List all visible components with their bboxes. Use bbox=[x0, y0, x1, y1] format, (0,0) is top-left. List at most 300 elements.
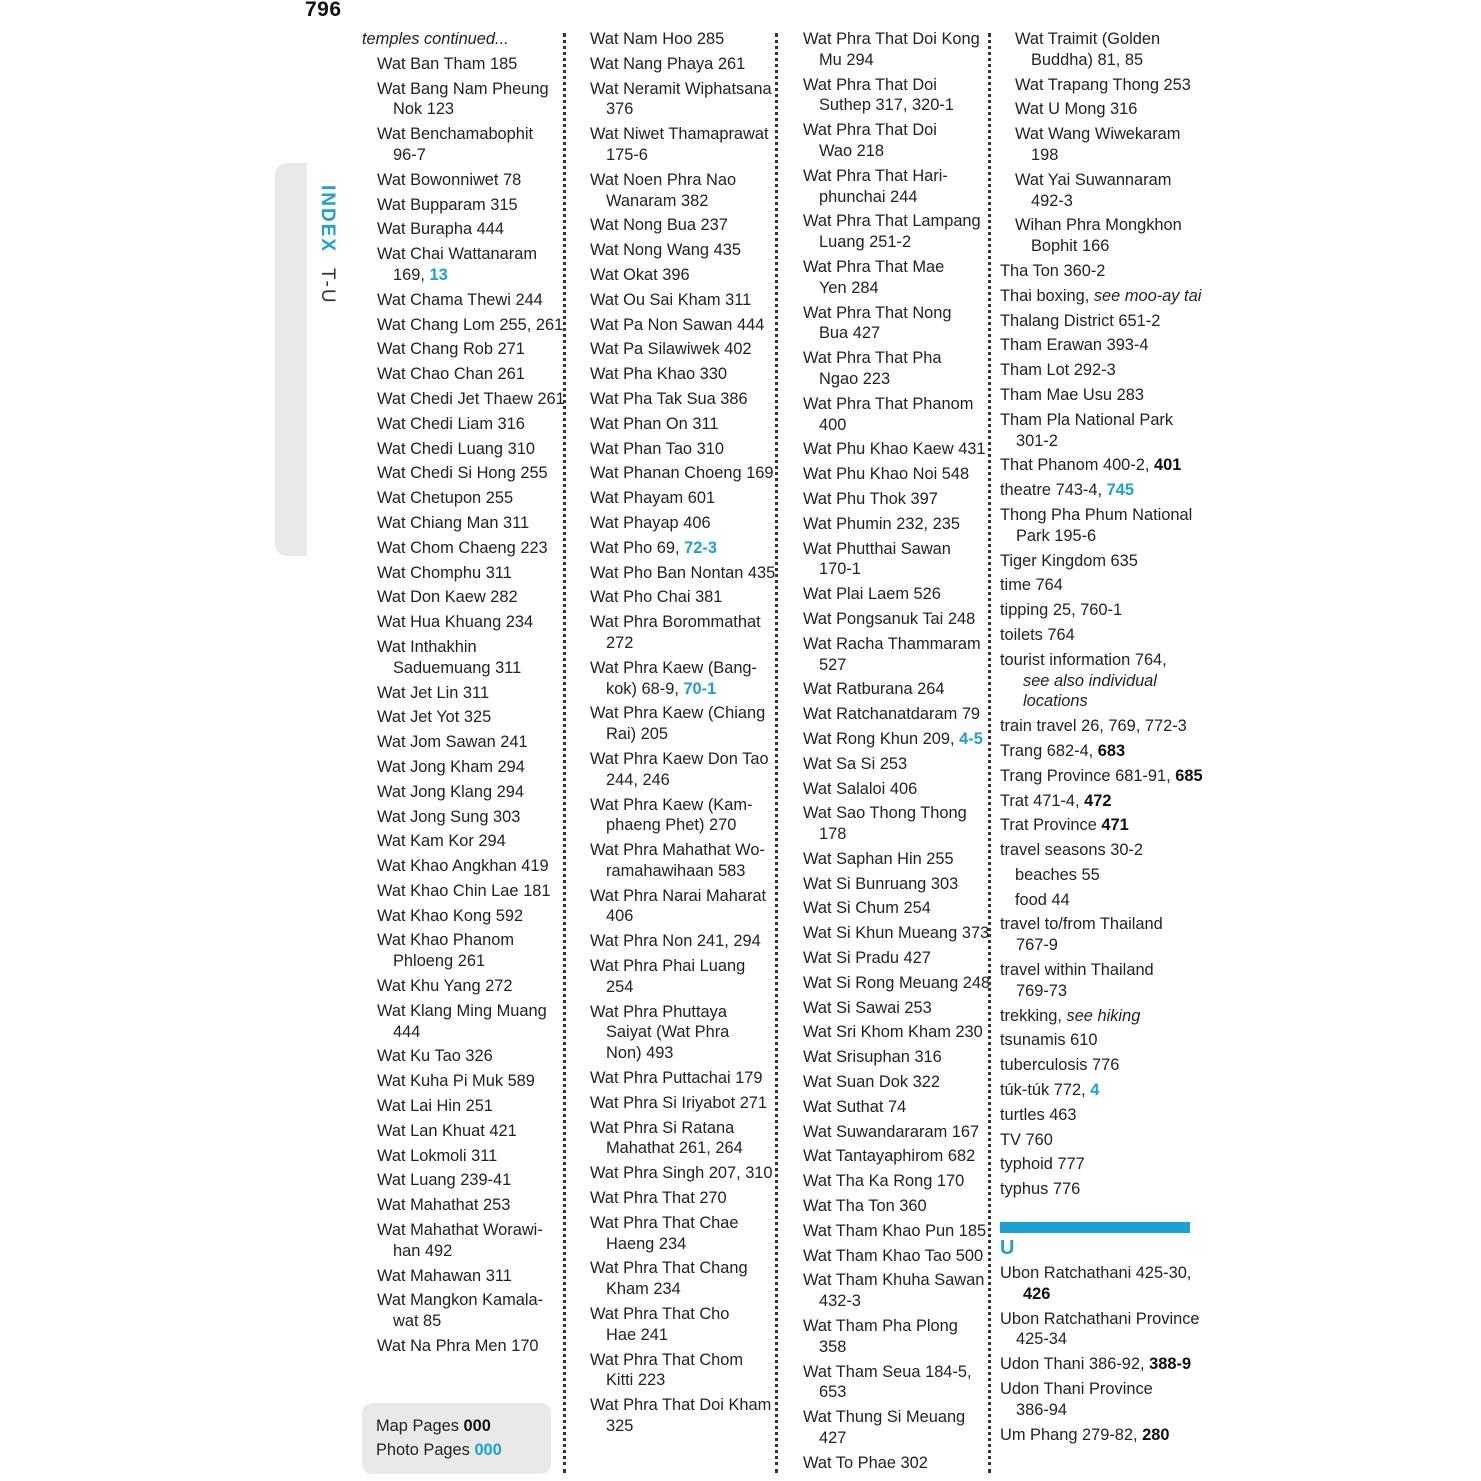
entry-line-continued bbox=[1000, 671, 1190, 692]
entry-text: Thalang District 651-2 bbox=[1000, 311, 1161, 330]
entry-text: Wat Phayap 406 bbox=[590, 513, 711, 532]
entry-text: Tham Mae Usu 283 bbox=[1000, 385, 1144, 404]
entry-line bbox=[1015, 124, 1190, 145]
entry-text-continued: 198 bbox=[1031, 145, 1059, 164]
index-entry bbox=[803, 1097, 983, 1118]
entry-line bbox=[377, 563, 552, 584]
entry-text-continued: ramahawihaan 583 bbox=[606, 861, 746, 880]
entry-line bbox=[590, 463, 774, 484]
entry-line bbox=[377, 538, 552, 559]
entry-text: Wat Phu Thok 397 bbox=[803, 489, 938, 508]
photo-page-ref: 280 bbox=[1142, 1425, 1170, 1444]
index-entry bbox=[1000, 311, 1190, 332]
entry-text: Wat Saphan Hin 255 bbox=[803, 849, 954, 868]
index-entry bbox=[362, 930, 552, 972]
entry-text: Wat Na Phra Men 170 bbox=[377, 1337, 539, 1356]
index-range: T-U bbox=[317, 268, 338, 305]
entry-line-continued bbox=[803, 50, 983, 71]
entry-text: Trang 682-4, bbox=[1000, 741, 1098, 760]
entry-line bbox=[803, 1246, 983, 1267]
entry-line bbox=[803, 779, 983, 800]
index-entry bbox=[590, 290, 770, 311]
entry-text: Wat Bupparam 315 bbox=[377, 195, 518, 214]
entry-line bbox=[377, 1146, 552, 1167]
index-side-tab-label bbox=[316, 185, 338, 305]
entry-line-continued bbox=[1000, 1284, 1190, 1305]
entry-text: Udon Thani 386-92, bbox=[1000, 1355, 1150, 1374]
entry-line bbox=[803, 948, 983, 969]
index-entry bbox=[362, 563, 552, 584]
entry-line bbox=[803, 1072, 983, 1093]
index-entry bbox=[803, 1047, 983, 1068]
entry-text: Wat Trapang Thong 253 bbox=[1015, 75, 1191, 94]
index-entry bbox=[1000, 410, 1190, 452]
entry-text: Udon Thani Province bbox=[1000, 1380, 1153, 1399]
index-entry bbox=[1000, 505, 1193, 547]
entry-text: Wat Phu Khao Kaew 431 bbox=[803, 440, 986, 459]
index-entry bbox=[1000, 960, 1190, 1002]
index-entry bbox=[590, 315, 770, 336]
entry-text: Wat Phra Si Ratana bbox=[590, 1118, 735, 1137]
entry-text: TV 760 bbox=[1000, 1130, 1053, 1149]
index-entry bbox=[362, 244, 552, 286]
entry-text: Wat Lai Hin 251 bbox=[377, 1097, 494, 1116]
index-entry bbox=[803, 1407, 983, 1449]
entry-line-continued bbox=[377, 1022, 552, 1043]
entry-line bbox=[1000, 335, 1190, 356]
entry-line bbox=[1000, 360, 1190, 381]
entry-line-continued bbox=[1015, 236, 1190, 257]
map-page-ref: 4 bbox=[1090, 1081, 1100, 1100]
entry-text: Wat Phra That Chang bbox=[590, 1259, 748, 1278]
entry-line bbox=[803, 394, 983, 415]
entry-line bbox=[377, 513, 552, 534]
index-entry bbox=[1000, 385, 1190, 406]
entry-text: trekking, bbox=[1000, 1006, 1067, 1025]
legend-map-pages bbox=[362, 1414, 551, 1438]
entry-line bbox=[803, 1316, 983, 1337]
entry-text-continued: 767-9 bbox=[1016, 936, 1058, 955]
entry-line bbox=[1000, 1309, 1200, 1330]
entry-text: Wat Si Chum 254 bbox=[803, 899, 931, 918]
entry-text: Wat Tham Seua 184-5, bbox=[803, 1362, 972, 1381]
index-entry bbox=[803, 29, 983, 71]
entry-line bbox=[377, 244, 552, 265]
index-entry bbox=[803, 539, 983, 581]
entry-text: tourist information 764, bbox=[1000, 650, 1167, 669]
index-entry bbox=[1000, 1379, 1190, 1421]
index-entry bbox=[362, 290, 552, 311]
index-entry bbox=[803, 348, 983, 390]
index-entry bbox=[590, 1304, 770, 1346]
entry-line bbox=[1000, 575, 1190, 596]
entry-line bbox=[377, 1336, 552, 1357]
entry-text: Wat Jong Klang 294 bbox=[377, 782, 525, 801]
entry-line bbox=[590, 703, 770, 724]
legend-photo-value: 000 bbox=[474, 1441, 502, 1459]
entry-text-continued: 527 bbox=[819, 655, 847, 674]
entry-line bbox=[590, 538, 770, 559]
index-entry bbox=[803, 439, 986, 460]
entry-text: Wat Pho Ban Nontan 435 bbox=[590, 563, 776, 582]
index-entry bbox=[1000, 335, 1190, 356]
entry-text: Wat Chao Chan 261 bbox=[377, 365, 525, 384]
entry-line bbox=[377, 1170, 552, 1191]
entry-text: Wat Phra That Chae bbox=[590, 1213, 739, 1232]
index-column-2 bbox=[590, 29, 776, 1441]
entry-text-continued: 492-3 bbox=[1031, 191, 1073, 210]
entry-text: Wat Chom Chaeng 223 bbox=[377, 538, 548, 557]
entry-line bbox=[1015, 865, 1190, 886]
entry-text: Wat Phra That Doi Kham bbox=[590, 1396, 772, 1415]
entry-text: Wat Benchamabophit bbox=[377, 125, 534, 144]
entry-line-continued bbox=[590, 191, 770, 212]
entry-text: Wat Bang Nam Pheung bbox=[377, 79, 549, 98]
entry-text: Wat Chedi Liam 316 bbox=[377, 414, 525, 433]
entry-line bbox=[590, 563, 776, 584]
index-entry bbox=[362, 732, 552, 753]
entry-line-continued bbox=[377, 1241, 552, 1262]
entry-line bbox=[803, 1362, 983, 1383]
entry-line-continued bbox=[803, 323, 983, 344]
legend-map-label: Map Pages bbox=[376, 1417, 459, 1435]
entry-line bbox=[803, 1270, 983, 1291]
entry-line bbox=[590, 840, 770, 861]
entry-text: That Phanom 400-2, bbox=[1000, 456, 1154, 475]
entry-line bbox=[590, 931, 770, 952]
entry-text: time 764 bbox=[1000, 576, 1063, 595]
entry-text-continued: Kitti 223 bbox=[606, 1371, 666, 1390]
entry-line bbox=[1015, 215, 1190, 236]
index-entry bbox=[1000, 261, 1190, 282]
index-column-3 bbox=[803, 29, 991, 1478]
entry-text: Wat Chama Thewi 244 bbox=[377, 290, 543, 309]
index-entry bbox=[362, 124, 552, 166]
index-entry bbox=[803, 948, 983, 969]
index-column-1 bbox=[362, 29, 565, 1361]
index-entry bbox=[1000, 1030, 1190, 1051]
entry-text-continued: Rai) 205 bbox=[606, 725, 668, 744]
entry-text: toilets 764 bbox=[1000, 625, 1075, 644]
entry-line-continued bbox=[803, 1291, 983, 1312]
entry-text: Wat Pho 69, bbox=[590, 538, 685, 557]
entry-text: Tham Pla National Park bbox=[1000, 410, 1174, 429]
entry-line bbox=[377, 881, 552, 902]
entry-line bbox=[1000, 455, 1190, 476]
column-divider bbox=[775, 33, 778, 1473]
entry-line bbox=[377, 757, 552, 778]
index-entry bbox=[590, 931, 770, 952]
index-entry bbox=[1000, 124, 1190, 166]
entry-text: Wat Neramit Wiphatsana bbox=[590, 79, 772, 98]
index-entry bbox=[362, 587, 552, 608]
entry-line bbox=[803, 803, 983, 824]
index-entry bbox=[1000, 286, 1202, 307]
entry-text: Wat Traimit (Golden bbox=[1015, 30, 1161, 48]
entry-text-continued: 272 bbox=[606, 633, 634, 652]
entry-line bbox=[1000, 385, 1190, 406]
entry-text: Wat Nang Phaya 261 bbox=[590, 54, 746, 73]
index-entry bbox=[590, 240, 770, 261]
map-page-ref: 70-1 bbox=[683, 679, 717, 698]
entry-line bbox=[377, 1046, 552, 1067]
entry-line bbox=[377, 831, 552, 852]
entry-text: Wat Chedi Luang 310 bbox=[377, 439, 535, 458]
index-entry bbox=[590, 339, 770, 360]
entry-text-continued: 169, bbox=[393, 265, 430, 284]
entry-text-continued: 386-94 bbox=[1016, 1400, 1068, 1419]
index-entry bbox=[1000, 29, 1190, 71]
entry-text: Wat Tantayaphirom 682 bbox=[803, 1147, 976, 1166]
entry-text-continued: Wanaram 382 bbox=[606, 191, 709, 210]
entry-text: Wat Srisuphan 316 bbox=[803, 1048, 942, 1067]
map-page-ref: 4-5 bbox=[959, 729, 983, 748]
entry-line bbox=[803, 634, 983, 655]
entry-line-continued bbox=[803, 95, 983, 116]
index-entry bbox=[803, 1453, 983, 1474]
entry-text: Wat Khao Angkhan 419 bbox=[377, 857, 549, 876]
entry-text: Wat Phra That Doi bbox=[803, 121, 937, 140]
index-entry bbox=[590, 1188, 770, 1209]
index-entry bbox=[803, 1221, 987, 1242]
entry-line bbox=[590, 749, 770, 770]
entry-line-continued bbox=[590, 1043, 770, 1064]
index-entry bbox=[362, 976, 552, 997]
entry-text: Wat Chang Lom 255, 261 bbox=[377, 315, 564, 334]
entry-line bbox=[803, 1407, 983, 1428]
index-entry bbox=[590, 587, 770, 608]
entry-line bbox=[803, 849, 983, 870]
index-entry bbox=[362, 1220, 552, 1262]
entry-text: Wat Phra Non 241, 294 bbox=[590, 932, 761, 951]
entry-line-continued bbox=[377, 265, 552, 286]
entry-line bbox=[377, 54, 552, 75]
entry-text: Wat Jong Kham 294 bbox=[377, 757, 525, 776]
index-entry bbox=[803, 514, 983, 535]
entry-text: Wat Si Rong Meuang 248 bbox=[803, 973, 991, 992]
entry-line-continued bbox=[590, 1234, 770, 1255]
entry-line bbox=[803, 120, 983, 141]
entry-line-continued bbox=[1000, 431, 1190, 452]
see-reference: see moo-ay tai bbox=[1093, 286, 1202, 305]
entry-line bbox=[1000, 1379, 1190, 1400]
entry-text: Wat Kam Kor 294 bbox=[377, 832, 506, 851]
index-entry bbox=[362, 1290, 552, 1332]
entry-text: Wat Pha Khao 330 bbox=[590, 365, 727, 384]
entry-text: Wat Plai Laem 526 bbox=[803, 585, 941, 604]
index-entry bbox=[362, 707, 552, 728]
entry-text: travel within Thailand bbox=[1000, 961, 1154, 980]
entry-text-continued: Hae 241 bbox=[606, 1325, 668, 1344]
index-entry bbox=[362, 612, 552, 633]
index-entry bbox=[590, 389, 770, 410]
entry-text: Wat Suan Dok 322 bbox=[803, 1073, 940, 1092]
index-entry bbox=[590, 612, 770, 654]
entry-text-continued: Yen 284 bbox=[819, 278, 879, 297]
index-entry bbox=[1000, 455, 1190, 476]
entry-text: Wat Hua Khuang 234 bbox=[377, 613, 534, 632]
index-entry bbox=[1000, 1130, 1190, 1151]
index-entry bbox=[590, 1118, 770, 1160]
entry-text-continued: Phloeng 261 bbox=[393, 952, 486, 971]
entry-line bbox=[803, 1047, 983, 1068]
entry-text: Wat Phayam 601 bbox=[590, 489, 716, 508]
entry-line bbox=[377, 976, 552, 997]
entry-line bbox=[377, 732, 552, 753]
entry-line bbox=[590, 1395, 770, 1416]
entry-line bbox=[590, 124, 770, 145]
entry-text: Wat Chiang Man 311 bbox=[377, 513, 530, 532]
entry-text: Wat Khao Kong 592 bbox=[377, 906, 524, 925]
index-entry bbox=[803, 923, 990, 944]
entry-line bbox=[803, 489, 983, 510]
entry-line bbox=[590, 439, 770, 460]
index-entry bbox=[590, 840, 770, 882]
letter-heading: U bbox=[1000, 1237, 1015, 1260]
entry-text: Wat Phra That Phanom bbox=[803, 394, 974, 413]
entry-line bbox=[1000, 1105, 1190, 1126]
index-entry bbox=[803, 754, 983, 775]
entry-line bbox=[377, 637, 552, 658]
entry-line bbox=[803, 1022, 983, 1043]
entry-line bbox=[803, 1453, 983, 1474]
entry-line bbox=[590, 414, 770, 435]
entry-text: Wat Burapha 444 bbox=[377, 220, 504, 239]
entry-line-continued bbox=[1015, 191, 1190, 212]
entry-text: Wat Chai Wattanaram bbox=[377, 245, 538, 264]
index-entry bbox=[362, 389, 565, 410]
entry-line bbox=[803, 754, 983, 775]
entry-text-continued: phunchai 244 bbox=[819, 187, 918, 206]
entry-text: Tham Erawan 393-4 bbox=[1000, 336, 1149, 355]
entry-line bbox=[803, 1221, 987, 1242]
index-entry bbox=[590, 79, 770, 121]
entry-text-continued: Kham 234 bbox=[606, 1280, 681, 1299]
index-entry bbox=[1000, 1425, 1190, 1446]
entry-text: Wat Pa Silawiwek 402 bbox=[590, 340, 752, 359]
entry-text: temples continued... bbox=[362, 30, 509, 48]
entry-text: tuberculosis 776 bbox=[1000, 1056, 1120, 1075]
index-entry bbox=[590, 563, 776, 584]
entry-text: Wat Si Sawai 253 bbox=[803, 998, 932, 1017]
index-entry bbox=[1000, 791, 1190, 812]
entry-text: Wat Si Bunruang 303 bbox=[803, 874, 959, 893]
entry-line-continued bbox=[377, 1311, 552, 1332]
index-entry bbox=[1000, 840, 1190, 861]
entry-text-continued: 432-3 bbox=[819, 1292, 861, 1311]
index-entry bbox=[1000, 480, 1190, 501]
entry-text: Wat Phanan Choeng 169 bbox=[590, 464, 774, 483]
entry-text: Wat Tha Ka Rong 170 bbox=[803, 1172, 965, 1191]
entry-text: Wat Suthat 74 bbox=[803, 1097, 907, 1116]
page-number: 796 bbox=[305, 0, 342, 21]
entry-text: Wat Jom Sawan 241 bbox=[377, 733, 528, 752]
entry-text: Wat Phu Khao Noi 548 bbox=[803, 465, 970, 484]
index-entry bbox=[362, 906, 552, 927]
entry-line bbox=[590, 1258, 770, 1279]
entry-text: Wat Lokmoli 311 bbox=[377, 1146, 498, 1165]
legend-photo-label: Photo Pages bbox=[376, 1441, 470, 1459]
index-entry bbox=[1000, 1309, 1200, 1351]
entry-line bbox=[377, 930, 552, 951]
entry-line bbox=[1000, 741, 1190, 762]
entry-text: Wat Khu Yang 272 bbox=[377, 977, 513, 996]
entry-line bbox=[803, 303, 983, 324]
index-entry bbox=[1000, 650, 1190, 712]
entry-line bbox=[803, 166, 983, 187]
entry-line-continued bbox=[1000, 981, 1190, 1002]
entry-text: Wat Okat 396 bbox=[590, 265, 690, 284]
entry-line-continued bbox=[803, 415, 983, 436]
entry-line bbox=[377, 906, 552, 927]
index-entry bbox=[362, 1121, 552, 1142]
entry-line bbox=[377, 124, 552, 145]
entry-text: Wat U Mong 316 bbox=[1015, 100, 1138, 119]
entry-text: Wat Jet Yot 325 bbox=[377, 708, 492, 727]
entry-line bbox=[1000, 1006, 1190, 1027]
entry-text: Wat Pho Chai 381 bbox=[590, 588, 723, 607]
index-entry bbox=[803, 1196, 983, 1217]
entry-text-continued: see also individual bbox=[1023, 671, 1157, 690]
entry-text: Wat Ou Sai Kham 311 bbox=[590, 290, 752, 309]
entry-line-continued bbox=[590, 1279, 770, 1300]
entry-line bbox=[377, 414, 552, 435]
index-entry bbox=[590, 1002, 770, 1064]
entry-text: Wat Sa Si 253 bbox=[803, 754, 908, 773]
index-entry bbox=[362, 637, 552, 679]
entry-line bbox=[377, 364, 552, 385]
entry-text: typhoid 777 bbox=[1000, 1155, 1085, 1174]
entry-line-continued bbox=[590, 1022, 770, 1043]
entry-line bbox=[803, 874, 983, 895]
entry-line bbox=[590, 215, 770, 236]
index-entry bbox=[590, 749, 770, 791]
entry-text-continued: Saduemuang 311 bbox=[393, 658, 522, 677]
index-entry bbox=[1000, 1154, 1190, 1175]
entry-text: Wat Pha Tak Sua 386 bbox=[590, 389, 748, 408]
entry-text: Um Phang 279-82, bbox=[1000, 1425, 1143, 1444]
entry-line bbox=[1000, 766, 1203, 787]
index-entry bbox=[803, 898, 983, 919]
index-entry bbox=[803, 75, 983, 117]
entry-line-continued bbox=[803, 232, 983, 253]
column-divider bbox=[988, 33, 991, 1473]
entry-line bbox=[590, 315, 770, 336]
entry-text-continued: 400 bbox=[819, 415, 847, 434]
index-entry bbox=[803, 1072, 983, 1093]
entry-text: Wat Chomphu 311 bbox=[377, 563, 512, 582]
entry-text: Wat Pongsanuk Tai 248 bbox=[803, 609, 976, 628]
entry-line bbox=[803, 1122, 983, 1143]
index-entry bbox=[1000, 716, 1190, 737]
entry-line bbox=[377, 290, 552, 311]
entry-line bbox=[590, 956, 770, 977]
entry-line bbox=[1000, 1055, 1190, 1076]
column-divider bbox=[563, 33, 566, 1473]
entry-line bbox=[803, 704, 983, 725]
entry-line bbox=[1000, 960, 1190, 981]
entry-line bbox=[590, 1163, 773, 1184]
entry-text-continued: Luang 251-2 bbox=[819, 233, 912, 252]
index-entry bbox=[590, 1350, 770, 1392]
entry-line bbox=[803, 898, 983, 919]
index-entry bbox=[803, 704, 983, 725]
entry-line-continued bbox=[590, 679, 770, 700]
entry-text-continued: Nok 123 bbox=[393, 100, 455, 119]
entry-text: Wat Mangkon Kamala- bbox=[377, 1291, 544, 1310]
entry-text: Wat Ratburana 264 bbox=[803, 680, 945, 699]
entry-text-continued: Bua 427 bbox=[819, 324, 881, 343]
